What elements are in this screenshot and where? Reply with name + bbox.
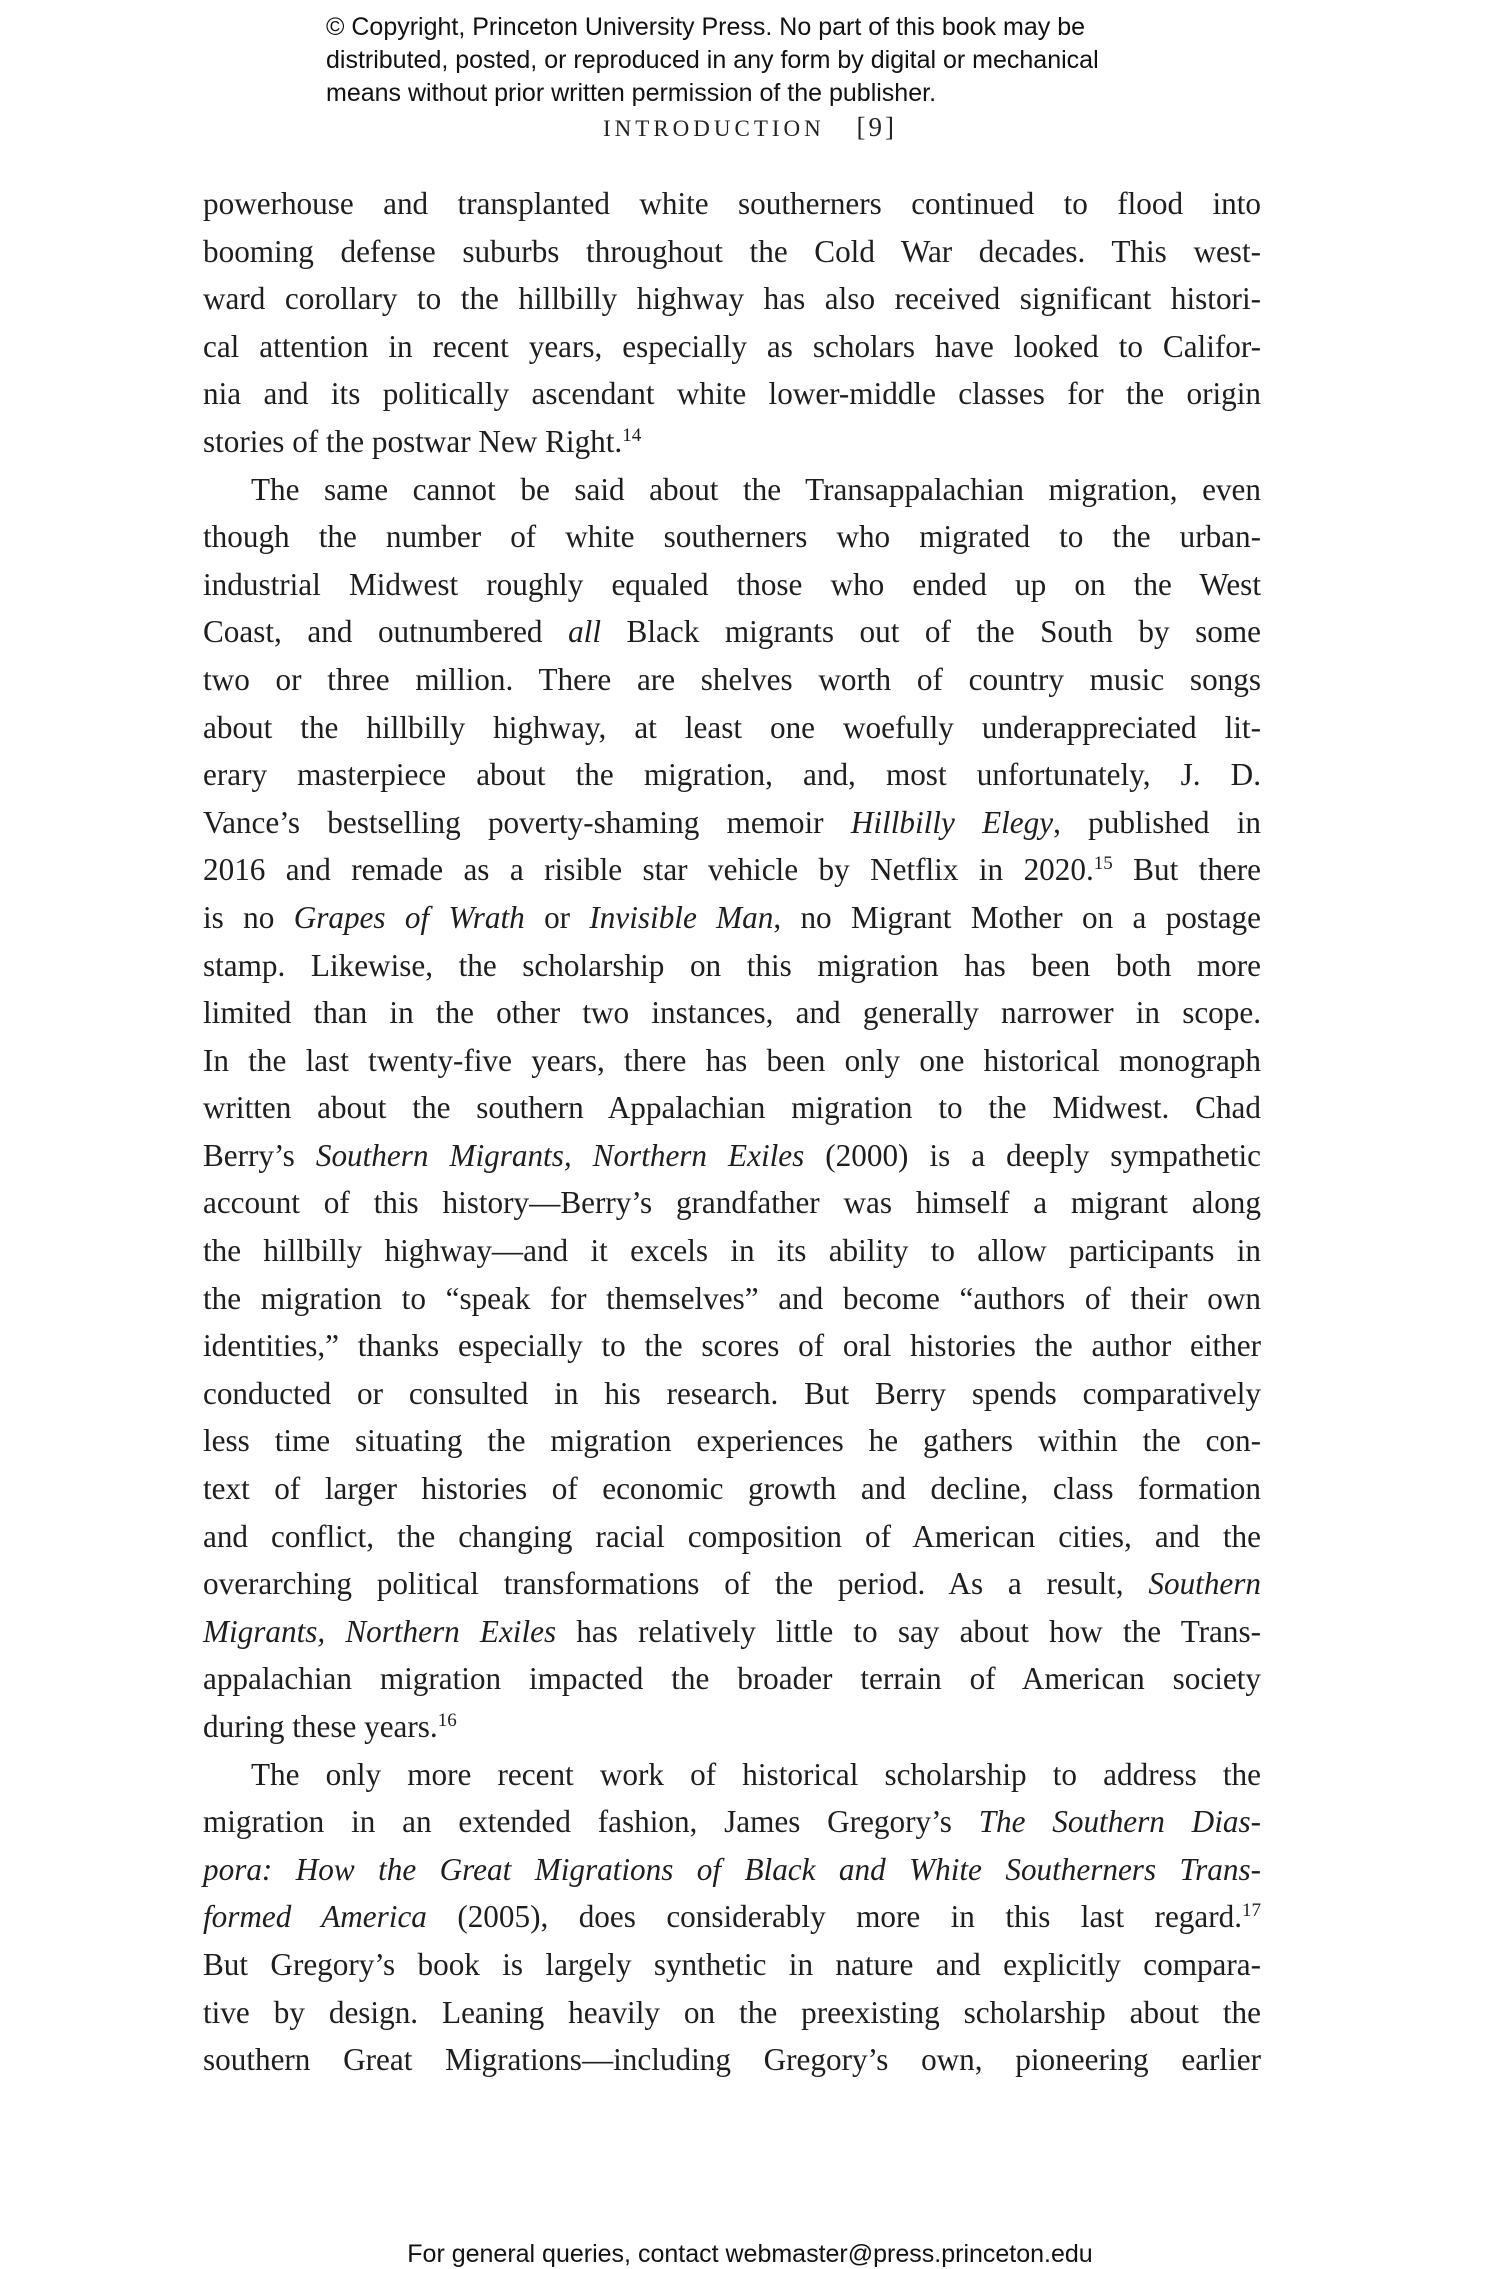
text-line — [203, 513, 1261, 561]
italic-title: Southern Migrants, Northern Exiles — [315, 1137, 805, 1173]
text-line — [203, 1560, 1261, 1608]
text-line — [203, 1132, 1261, 1180]
text-run: though the number of white southerners who migrated to the urban- — [203, 519, 1261, 555]
text-line — [203, 656, 1261, 704]
text-run: The same cannot be said about the Transappalachian migration, even — [251, 471, 1261, 507]
italic-title: Invisible Man — [589, 899, 774, 935]
text-line — [203, 561, 1261, 609]
text-run: 2016 and remade as a risible star vehicle by Netflix in 2020. — [203, 852, 1094, 888]
copyright-line: distributed, posted, or reproduced in any form by digital or mechanical — [326, 46, 1099, 74]
text-run: cal attention in recent years, especially as scholars have looked to Califor- — [203, 328, 1261, 364]
italic-title: Grapes of Wrath — [293, 899, 525, 935]
copyright-line: © Copyright, Princeton University Press. No part of this book may be — [326, 13, 1086, 41]
text-line — [203, 1941, 1261, 1989]
text-run: southern Great Migrations—including Gregory’s own, pioneering earlier — [203, 2042, 1261, 2078]
text-line — [203, 275, 1261, 323]
text-run: stamp. Likewise, the scholarship on this migration has been both more — [203, 947, 1261, 983]
text-run: conducted or consulted in his research. But Berry spends comparatively — [203, 1375, 1261, 1411]
text-run: But there — [1112, 852, 1262, 888]
text-run: about the hillbilly highway, at least one woefully underappreciated lit- — [203, 709, 1261, 745]
text-run: In the last twenty-five years, there has been only one historical monograph — [203, 1042, 1261, 1078]
text-run: the hillbilly highway—and it excels in its ability to allow participants in — [203, 1233, 1261, 1269]
text-run: identities,” thanks especially to the scores of oral histories the author either — [203, 1328, 1261, 1364]
text-run: less time situating the migration experiences he gathers within the con- — [203, 1423, 1261, 1459]
italic-title: Southern — [1148, 1566, 1261, 1602]
text-run: ward corollary to the hillbilly highway has also received significant histori- — [203, 281, 1261, 317]
text-line — [203, 1751, 1261, 1799]
text-run: or — [524, 899, 590, 935]
text-run: is no — [203, 899, 294, 935]
text-run: erary masterpiece about the migration, and, most unfortunately, J. D. — [203, 757, 1261, 793]
text-line — [203, 1846, 1261, 1894]
text-run: two or three million. There are shelves worth of country music songs — [203, 661, 1261, 697]
chapter-title: INTRODUCTION — [603, 116, 825, 141]
text-run: , published in — [1053, 804, 1261, 840]
footnote-ref: 17 — [1242, 1900, 1261, 1922]
italic-title: formed America — [203, 1899, 427, 1935]
copyright-notice — [326, 11, 1206, 110]
italic-title: pora: How the Great Migrations of Black and White Southerners Trans- — [203, 1851, 1261, 1887]
text-run: Black migrants out of the South by some — [601, 614, 1261, 650]
text-run: during these years. — [203, 1709, 438, 1744]
text-line — [203, 1465, 1261, 1513]
text-run: booming defense suburbs throughout the Cold War decades. This west- — [203, 233, 1261, 269]
text-run: stories of the postwar New Right. — [203, 423, 623, 459]
text-run: powerhouse and transplanted white southerners continued to flood into — [203, 186, 1261, 221]
text-line — [203, 894, 1261, 942]
running-head — [0, 112, 1500, 143]
text-line — [203, 323, 1261, 371]
text-line — [203, 370, 1261, 418]
text-line — [203, 1084, 1261, 1132]
text-line — [203, 1417, 1261, 1465]
italic-title: Migrants, Northern Exiles — [203, 1613, 557, 1649]
text-run: The only more recent work of historical scholarship to address the — [251, 1756, 1261, 1792]
text-line — [203, 799, 1261, 847]
copyright-line: means without prior written permission of the publisher. — [326, 79, 937, 107]
text-run: written about the southern Appalachian migration to the Midwest. Chad — [203, 1090, 1261, 1126]
text-run: Coast, and outnumbered — [203, 614, 569, 650]
footnote-ref: 16 — [437, 1710, 457, 1731]
text-run: But Gregory’s book is largely synthetic in nature and explicitly compara- — [203, 1946, 1261, 1982]
italic-title: Hillbilly Elegy — [850, 804, 1054, 840]
text-run: the migration to “speak for themselves” and become “authors of their own — [203, 1280, 1261, 1316]
text-run: Berry’s — [203, 1137, 316, 1173]
footnote-ref: 14 — [622, 424, 642, 446]
text-line — [203, 989, 1261, 1037]
text-run: limited than in the other two instances, and generally narrower in scope. — [203, 995, 1261, 1031]
text-line — [203, 751, 1261, 799]
text-run: , no Migrant Mother on a postage — [773, 899, 1261, 935]
text-line — [203, 846, 1261, 894]
text-line — [203, 1608, 1261, 1656]
text-run: overarching political transformations of the period. As a result, — [203, 1566, 1149, 1602]
text-run: nia and its politically ascendant white lower-middle classes for the origin — [203, 376, 1261, 412]
italic-title: The Southern Dias- — [978, 1804, 1261, 1840]
text-run: has relatively little to say about how the Trans- — [556, 1613, 1261, 1649]
text-line — [203, 1370, 1261, 1418]
text-run: (2000) is a deeply sympathetic — [804, 1137, 1262, 1173]
text-line — [203, 1513, 1261, 1561]
text-line — [203, 1893, 1261, 1941]
text-line — [203, 608, 1261, 656]
text-run: text of larger histories of economic growth and decline, class formation — [203, 1471, 1261, 1507]
text-line — [203, 418, 1261, 466]
text-line — [203, 1989, 1261, 2037]
text-line — [203, 942, 1261, 990]
text-line — [203, 1227, 1261, 1275]
text-run: migration in an extended fashion, James Gregory’s — [203, 1804, 979, 1840]
text-line — [203, 704, 1261, 752]
text-line — [203, 1179, 1261, 1227]
text-run: and conflict, the changing racial composition of American cities, and the — [203, 1518, 1261, 1554]
text-line — [203, 180, 1261, 228]
text-line — [203, 466, 1261, 514]
page-number: [9] — [856, 112, 897, 142]
footnote-ref: 15 — [1093, 853, 1113, 875]
text-line — [203, 1703, 1261, 1751]
text-run: account of this history—Berry’s grandfather was himself a migrant along — [203, 1185, 1261, 1221]
text-line — [203, 1322, 1261, 1370]
text-run: tive by design. Leaning heavily on the preexisting scholarship about the — [203, 1994, 1261, 2030]
text-line — [203, 1798, 1261, 1846]
text-run: appalachian migration impacted the broader terrain of American society — [203, 1661, 1261, 1697]
text-line — [203, 1655, 1261, 1703]
italic-title: all — [568, 614, 601, 650]
text-run: (2005), does considerably more in this last regard. — [426, 1899, 1242, 1935]
footer-contact: For general queries, contact webmaster@press.princeton.edu — [407, 2240, 1093, 2268]
text-run: Vance’s bestselling poverty-shaming memoir — [203, 804, 851, 840]
body-text — [203, 180, 1261, 2084]
text-run: industrial Midwest roughly equaled those who ended up on the West — [203, 566, 1261, 602]
text-line — [203, 1037, 1261, 1085]
text-line — [203, 2036, 1261, 2084]
text-line — [203, 1275, 1261, 1323]
text-line — [203, 228, 1261, 276]
